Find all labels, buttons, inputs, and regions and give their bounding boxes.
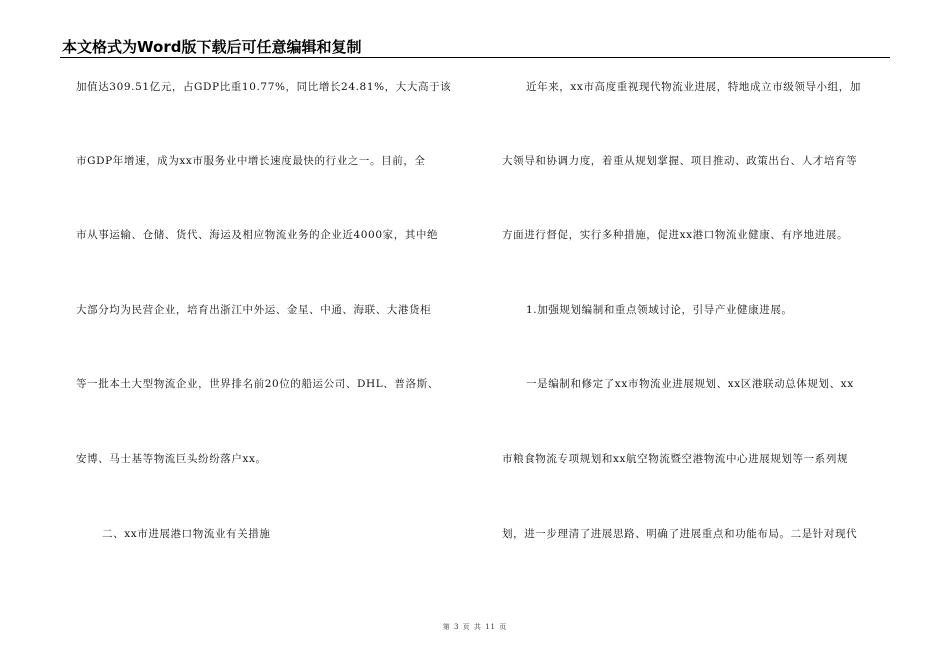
text-line: 近年来，xx市高度重视现代物流业进展，特地成立市级领导小组，加 bbox=[526, 81, 861, 93]
subsection-heading: 1.加强规划编制和重点领域讨论，引导产业健康进展。 bbox=[526, 304, 793, 316]
text-line: 一是编制和修定了xx市物流业进展规划、xx区港联动总体规划、xx bbox=[526, 378, 854, 390]
text-line: 市从事运输、仓储、货代、海运及相应物流业务的企业近4000家，其中绝 bbox=[76, 229, 439, 241]
text-line: 大部分均为民营企业，培育出浙江中外运、金星、中通、海联、大港货柜 bbox=[76, 304, 432, 316]
text-line: 方面进行督促，实行多种措施，促进xx港口物流业健康、有序地进展。 bbox=[502, 229, 849, 241]
document-header-title: 本文格式为Word版下载后可任意编辑和复制 bbox=[62, 38, 362, 56]
text-line: 市GDP年增速，成为xx市服务业中增长速度最快的行业之一。目前，全 bbox=[76, 155, 426, 167]
text-line: 加值达309.51亿元，占GDP比重10.77%，同比增长24.81%，大大高于该 bbox=[76, 81, 452, 93]
text-line: 安博、马士基等物流巨头纷纷落户xx。 bbox=[76, 453, 267, 465]
text-line: 划，进一步理清了进展思路、明确了进展重点和功能布局。二是针对现代 bbox=[502, 528, 858, 540]
text-line: 等一批本土大型物流企业，世界排名前20位的船运公司、DHL、普洛斯、 bbox=[76, 378, 439, 390]
text-line: 大领导和协调力度，着重从规划掌握、项目推动、政策出台、人才培育等 bbox=[502, 155, 858, 167]
header-divider bbox=[60, 57, 890, 58]
page-number: 第 3 页 共 11 页 bbox=[442, 623, 508, 631]
section-heading: 二、xx市进展港口物流业有关措施 bbox=[102, 528, 271, 540]
text-line: 市粮食物流专项规划和xx航空物流暨空港物流中心进展规划等一系列规 bbox=[502, 453, 849, 465]
